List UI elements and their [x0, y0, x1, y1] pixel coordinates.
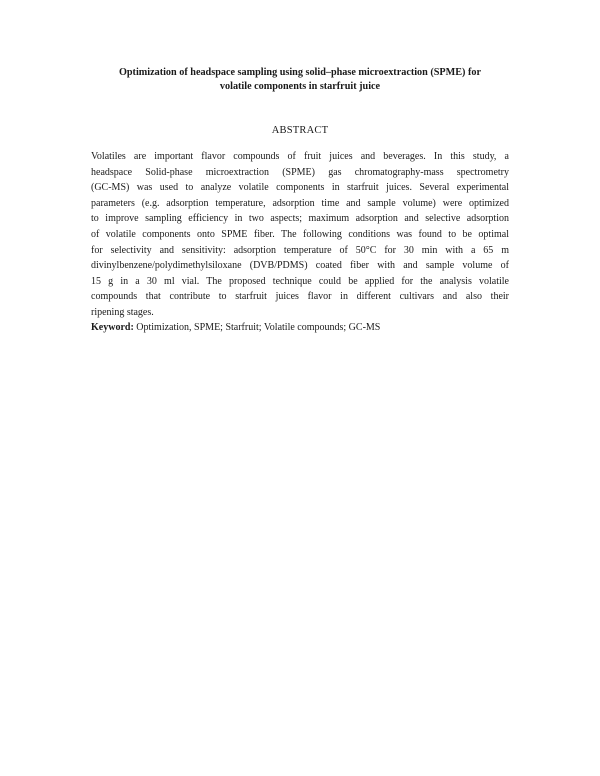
paper-title-line-2: volatile components in starfruit juice	[219, 81, 381, 92]
abstract-line: of volatile components onto SPME fiber. The following conditions was found to be optimal	[91, 228, 509, 240]
paper-title-line-1: Optimization of headspace sampling using solid–phase microextraction (SPME) for	[118, 67, 482, 78]
abstract-line: Volatiles are important flavor compounds of fruit juices and beverages. In this study, a	[91, 151, 509, 162]
abstract-line: 15 g in a 30 ml vial. The proposed technique could be applied for the analysis volatile	[91, 275, 509, 287]
keywords-text: Optimization, SPME; Starfruit; Volatile compounds; GC-MS	[133, 322, 381, 333]
abstract-line: ripening stages.	[91, 306, 154, 318]
abstract-line: headspace Solid-phase microextraction (SPME) gas chromatography-mass spectrometry	[91, 166, 509, 178]
abstract-line: to improve sampling efficiency in two aspects; maximum adsorption and selective adsorption	[91, 213, 509, 225]
abstract-line: for selectivity and sensitivity: adsorption temperature of 50°C for 30 min with a 65 m	[91, 244, 509, 256]
keywords	[91, 321, 509, 335]
abstract-line: compounds that contribute to starfruit juices flavor in different cultivars and also their	[91, 291, 509, 303]
abstract-line: divinylbenzene/polydimethylsiloxane (DVB/PDMS) coated fiber with and sample volume of	[91, 260, 509, 272]
abstract-body	[91, 149, 509, 321]
abstract-line: (GC-MS) was used to analyze volatile components in starfruit juices. Several experimental	[91, 182, 509, 194]
abstract-line: parameters (e.g. adsorption temperature, adsorption time and sample volume) were optimized	[91, 197, 509, 209]
paper-title	[60, 66, 540, 94]
abstract-heading: ABSTRACT	[271, 125, 329, 136]
keywords-label: Keyword:	[91, 322, 134, 333]
